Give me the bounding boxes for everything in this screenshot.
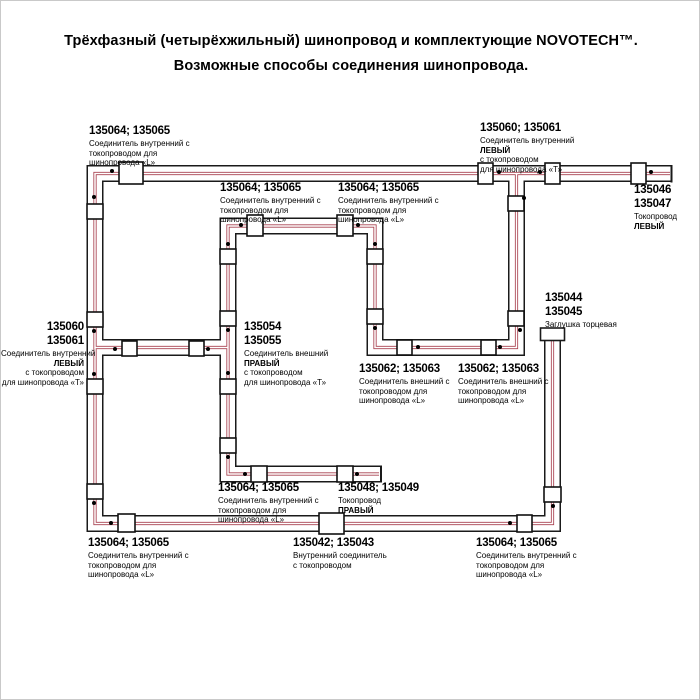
part-code: 135064; 135065: [338, 182, 419, 194]
part-desc-line: с токопроводом: [25, 368, 84, 377]
connector-dot: [498, 345, 502, 349]
connector-dot: [355, 472, 359, 476]
part-desc-line: для шинопровода «Т»: [480, 164, 563, 174]
part-desc-line: токопроводом для: [220, 205, 289, 215]
connector-box: [87, 204, 103, 219]
part-desc-line: ЛЕВЫЙ: [480, 145, 511, 155]
connector-box: [544, 487, 561, 502]
part-desc-line: Соединитель внешний: [244, 349, 329, 358]
connector-box: [189, 341, 204, 356]
connector-box: [319, 513, 344, 534]
part-desc-line: для шинопровода «Т»: [1, 377, 84, 387]
part-desc-line: Соединитель внутренний с: [89, 139, 190, 148]
label-power-feed-left: [634, 184, 677, 231]
label-power-feed-right: [338, 482, 419, 515]
connector-box: [220, 249, 236, 264]
connector-dot: [92, 329, 96, 333]
part-code: 135064; 135065: [218, 482, 299, 494]
connector-dot: [373, 242, 377, 246]
connector-dot: [109, 521, 113, 525]
connector-dot: [226, 328, 230, 332]
connector-box: [220, 438, 236, 453]
part-desc-line: шинопровода «L»: [476, 570, 543, 579]
part-desc-line: токопроводом для: [218, 505, 287, 515]
title-line-2: Возможные способы соединения шинопровода.: [173, 58, 529, 74]
track-end-top-right: [671, 165, 673, 183]
connector-dot: [92, 501, 96, 505]
part-code: 135054: [244, 321, 282, 333]
part-code: 135045: [545, 306, 583, 318]
part-desc-line: ЛЕВЫЙ: [634, 221, 665, 231]
connector-dot: [416, 345, 420, 349]
part-code: 135062; 135063: [359, 363, 440, 375]
part-code: 135046: [634, 184, 672, 196]
connector-dot: [551, 504, 555, 508]
title-line-1: Трёхфазный (четырёхжильный) шинопровод и комплектующие NOVOTECH™.: [64, 33, 638, 49]
connector-box: [122, 341, 137, 356]
part-desc-line: ПРАВЫЙ: [338, 505, 374, 515]
part-code: 135064; 135065: [89, 125, 170, 137]
connector-box: [251, 466, 267, 482]
connector-box: [481, 340, 496, 355]
part-desc-line: токопроводом для: [458, 386, 527, 396]
connector-box: [508, 196, 524, 211]
label-connector-inner-top-2: [338, 182, 439, 225]
part-desc-line: Соединитель внутренний: [1, 349, 96, 358]
label-connector-inner-top-1: [220, 182, 321, 225]
part-desc-line: шинопровода «L»: [359, 396, 426, 405]
label-connector-bottom-center: [293, 537, 387, 570]
part-code: 135064; 135065: [476, 537, 557, 549]
part-code: 135062; 135063: [458, 363, 539, 375]
part-desc-line: токопроводом для: [338, 205, 407, 215]
end-cap: [541, 328, 565, 341]
connector-dot: [92, 195, 96, 199]
connector-dot: [92, 372, 96, 376]
connector-dot: [243, 472, 247, 476]
connector-box: [517, 515, 532, 532]
part-desc-line: Заглушка торцевая: [545, 320, 617, 329]
part-code: 135060; 135061: [480, 122, 561, 134]
connector-box: [631, 163, 646, 184]
part-desc-line: токопроводом для: [476, 560, 545, 570]
label-connector-top-tee: [480, 122, 574, 174]
part-code: 135044: [545, 292, 583, 304]
connector-dot: [508, 521, 512, 525]
label-connector-bottom-1: [88, 537, 189, 580]
part-desc-line: Токопровод: [338, 496, 382, 505]
part-desc-line: токопроводом для: [89, 148, 158, 158]
connector-box: [508, 311, 524, 326]
label-connector-bottom-right: [476, 537, 577, 580]
connector-box: [220, 379, 236, 394]
part-desc-line: Внутренний соединитель: [293, 551, 387, 560]
part-desc-line: Соединитель внутренний с: [338, 196, 439, 205]
part-desc-line: для шинопровода «Т»: [244, 377, 327, 387]
track-layout-diagram: [1, 1, 700, 700]
part-desc-line: Соединитель внешний с: [359, 377, 450, 386]
connector-dot: [649, 170, 653, 174]
connector-dot: [206, 347, 210, 351]
part-code: 135064; 135065: [220, 182, 301, 194]
part-code: 135042; 135043: [293, 537, 374, 549]
label-connector-left-tee: [1, 321, 96, 387]
part-desc-line: с токопроводом: [244, 368, 303, 377]
connector-box: [397, 340, 412, 355]
connector-box: [87, 379, 103, 394]
label-connector-center-tee: [244, 321, 328, 387]
part-desc-line: токопроводом для: [359, 386, 428, 396]
track-end-feed-right: [380, 466, 382, 483]
connector-box: [367, 309, 383, 324]
connector-box: [87, 312, 103, 327]
connector-dot: [373, 326, 377, 330]
connector-dot: [522, 196, 526, 200]
part-desc-line: Соединитель внешний с: [458, 377, 549, 386]
part-desc-line: шинопровода «L»: [220, 215, 287, 224]
part-code: 135048; 135049: [338, 482, 419, 494]
label-connector-external-2: [458, 363, 548, 406]
part-code: 135061: [46, 335, 84, 347]
part-code: 135047: [634, 198, 672, 210]
part-desc-line: Токопровод: [634, 212, 678, 221]
part-desc-line: шинопровода «L»: [338, 215, 405, 224]
label-connector-top-left: [89, 125, 190, 168]
connector-box: [337, 466, 353, 482]
connector-box: [118, 514, 135, 532]
label-connector-external-1: [359, 363, 449, 406]
part-desc-line: Соединитель внутренний с: [218, 496, 319, 505]
part-desc-line: Соединитель внутренний с: [220, 196, 321, 205]
label-end-cap: [545, 292, 617, 330]
part-desc-line: с токопроводом: [293, 560, 352, 570]
label-connector-bottom-inner: [218, 482, 319, 525]
part-desc-line: ПРАВЫЙ: [244, 358, 280, 368]
connector-dot: [226, 455, 230, 459]
connector-dot: [113, 347, 117, 351]
part-desc-line: ЛЕВЫЙ: [53, 358, 84, 368]
part-desc-line: Соединитель внутренний с: [88, 551, 189, 560]
part-desc-line: Соединитель внутренний: [480, 136, 575, 145]
part-code: 135060: [46, 321, 84, 333]
connector-box: [367, 249, 383, 264]
connector-dot: [518, 328, 522, 332]
connector-box: [220, 311, 236, 326]
connector-dot: [110, 169, 114, 173]
part-desc-line: шинопровода «L»: [88, 570, 155, 579]
part-desc-line: токопроводом для: [88, 560, 157, 570]
connector-dot: [226, 371, 230, 375]
connector-box: [87, 484, 103, 499]
connector-dot: [226, 242, 230, 246]
part-desc-line: с токопроводом: [480, 155, 539, 164]
part-desc-line: шинопровода «L»: [218, 515, 285, 524]
part-desc-line: шинопровода «L»: [89, 158, 156, 167]
part-desc-line: шинопровода «L»: [458, 396, 525, 405]
part-code: 135064; 135065: [88, 537, 169, 549]
part-desc-line: Соединитель внутренний с: [476, 551, 577, 560]
part-code: 135055: [244, 335, 282, 347]
